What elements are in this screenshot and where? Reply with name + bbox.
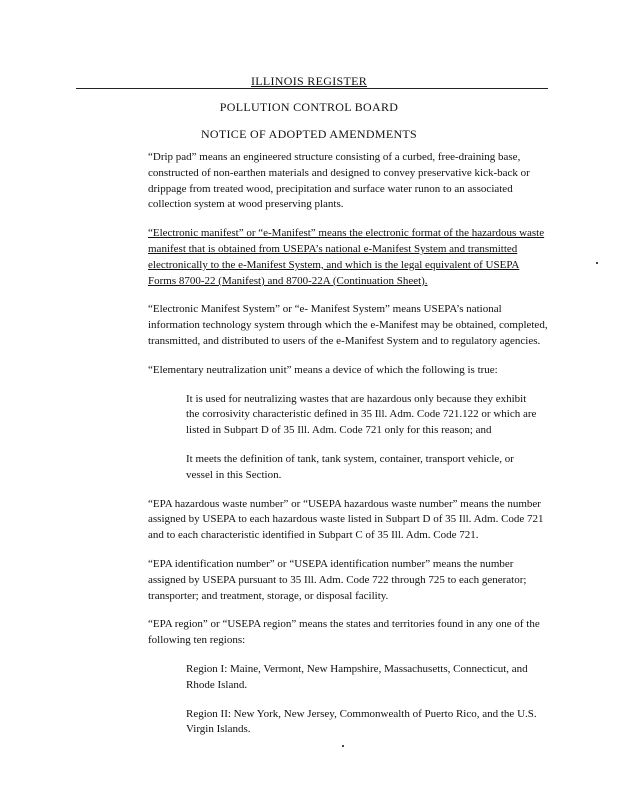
board-title: POLLUTION CONTROL BOARD	[219, 100, 399, 114]
definition-epa-hazardous-waste-number: “EPA hazardous waste number” or “USEPA hazardous waste number” means the number assigned by USEPA to each hazardous waste listed in Subpart D of 35 Ill. Adm. Code 721 and to each characteristic identified in Subpart C of 35 Ill. Adm. Code 721.	[148, 497, 544, 542]
region-2-item: Region II: New York, New Jersey, Commonwealth of Puerto Rico, and the U.S. Virgin Islands.	[186, 707, 537, 736]
header-rule	[76, 88, 548, 89]
document-body	[148, 150, 548, 751]
notice-title: NOTICE OF ADOPTED AMENDMENTS	[200, 127, 418, 141]
definition-drip-pad: “Drip pad” means an engineered structure consisting of a curbed, free-draining base, constructed of non-earthen materials and designed to convey preservative kick-back or drippage from treated wood, precipitation and surface water runon to an associated collection system at wood preserving plants.	[148, 151, 530, 211]
scan-speck	[342, 745, 344, 747]
definition-electronic-manifest: “Electronic manifest” or “e-Manifest” means the electronic format of the hazardous waste manifest that is obtained from USEPA’s national e-Manifest System and transmitted electronically to the e-Manifest System, and which is the legal equivalent of USEPA Forms 8700-22 (Manifest) and 8700-22A (Continuation Sheet).	[148, 227, 545, 287]
definition-epa-region: “EPA region” or “USEPA region” means the states and territories found in any one of the following ten regions:	[148, 618, 540, 647]
definition-epa-identification-number: “EPA identification number” or “USEPA identification number” means the number assigned by USEPA pursuant to 35 Ill. Adm. Code 722 through 725 to each generator; transporter; and treatment, storage, or disposal facility.	[148, 557, 527, 602]
enu-subitem-1: It is used for neutralizing wastes that are hazardous only because they exhibit the corrosivity characteristic defined in 35 Ill. Adm. Code 721.122 or which are listed in Subpart D of 35 Ill. Adm. Code 721 only for this reason; and	[186, 392, 537, 437]
definition-electronic-manifest-system: “Electronic Manifest System” or “e- Manifest System” means USEPA’s national information technology system through which the e-Manifest may be obtained, completed, transmitted, and distributed to users of the e-Manifest System and to regulatory agencies.	[148, 303, 548, 347]
definition-elementary-neutralization-unit: “Elementary neutralization unit” means a device of which the following is true:	[148, 363, 498, 376]
enu-subitem-2: It meets the definition of tank, tank system, container, transport vehicle, or vessel in this Section.	[186, 452, 514, 481]
scan-speck	[596, 262, 598, 264]
register-title: ILLINOIS REGISTER	[250, 74, 368, 88]
region-1-item: Region I: Maine, Vermont, New Hampshire, Massachusetts, Connecticut, and Rhode Island.	[186, 662, 528, 691]
